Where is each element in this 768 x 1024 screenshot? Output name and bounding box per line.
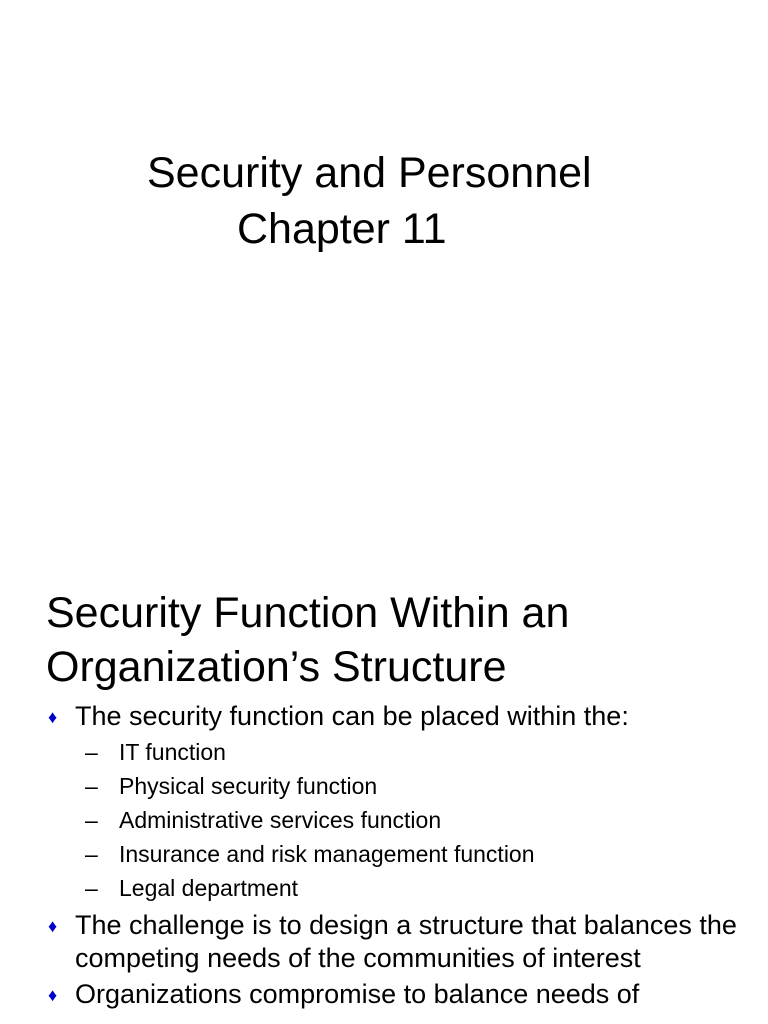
slide-title: Security and Personnel (147, 149, 592, 197)
sub-bullet-item (85, 837, 768, 871)
bullet-text: The challenge is to design a structure that balances the competing needs of the communities of interest (75, 910, 737, 973)
heading-line: Organization’s Structure (46, 643, 507, 691)
sub-bullet-list (75, 735, 768, 905)
bullet-item (0, 700, 768, 905)
bullet-item (0, 978, 768, 1011)
dash-bullet-icon: – (85, 807, 98, 833)
dash-bullet-icon: – (85, 841, 98, 867)
bullet-text: The security function can be placed within the: (75, 701, 629, 731)
sub-bullet-item (85, 871, 768, 905)
sub-bullet-text: Physical security function (119, 773, 378, 799)
sub-bullet-text: Insurance and risk management function (119, 841, 535, 867)
heading-line: Security Function Within an (46, 589, 570, 637)
sub-bullet-item (85, 803, 768, 837)
sub-bullet-item (85, 769, 768, 803)
dash-bullet-icon: – (85, 739, 98, 765)
sub-bullet-text: IT function (119, 739, 226, 765)
sub-bullet-text: Legal department (119, 875, 299, 901)
bullet-text: Organizations compromise to balance needs of (75, 979, 640, 1009)
diamond-bullet-icon: ♦ (48, 707, 58, 727)
dash-bullet-icon: – (85, 875, 98, 901)
bullet-item (0, 909, 768, 975)
slide-subtitle: Chapter 11 (237, 205, 447, 253)
dash-bullet-icon: – (85, 773, 98, 799)
sub-bullet-text: Administrative services function (119, 807, 442, 833)
bullet-list (0, 700, 768, 1014)
content-slide (0, 576, 768, 1024)
sub-bullet-item (85, 735, 768, 769)
slide-heading (46, 586, 569, 694)
diamond-bullet-icon: ♦ (48, 985, 58, 1005)
diamond-bullet-icon: ♦ (48, 916, 58, 936)
